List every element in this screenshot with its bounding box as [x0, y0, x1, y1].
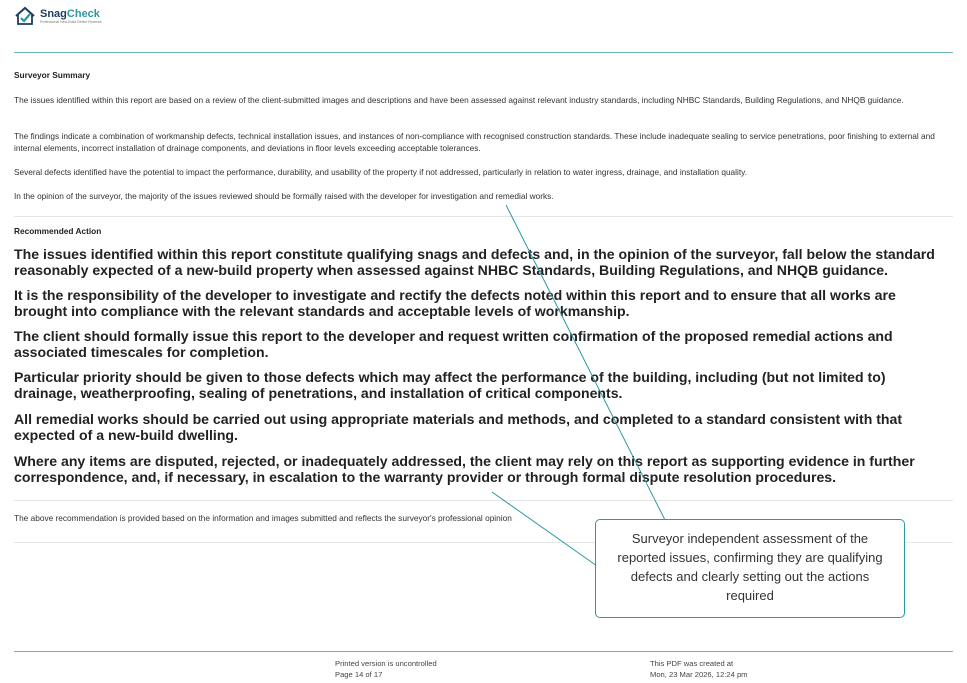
summary-paragraph: Several defects identified have the potential to impact the performance, durability, and usability of the property if not addressed, particularly in relation to water ingress, drainage, and installation quality. — [14, 167, 747, 177]
created-label: This PDF was created at — [650, 659, 734, 668]
recommended-action-heading: Recommended Action — [14, 226, 102, 236]
action-paragraph: Particular priority should be given to those defects which may affect the performance of the building, including (but not limited to) drainage, weatherproofing, sealing of penetrations, and installation of critical components. — [14, 369, 886, 401]
action-paragraph: All remedial works should be carried out using appropriate materials and methods, and completed to a standard consistent with that expected of a new-build dwelling. — [14, 411, 903, 443]
summary-paragraph: In the opinion of the surveyor, the majority of the issues reviewed should be formally raised with the developer for investigation and remedial works. — [14, 191, 554, 201]
summary-paragraph: The issues identified within this report are based on a review of the client-submitted images and descriptions and have been assessed against relevant industry standards, including NHBC Standards, Building Regulations, and NHQB guidance. — [14, 95, 904, 105]
footer-left — [335, 658, 437, 680]
created-date: Mon, 23 Mar 2026, 12:24 pm — [650, 670, 748, 679]
printed-notice: Printed version is uncontrolled — [335, 659, 437, 668]
action-paragraph: The client should formally issue this report to the developer and request written confirmation of the proposed remedial actions and associated timescales for completion. — [14, 328, 893, 360]
action-paragraph: Where any items are disputed, rejected, or inadequately addressed, the client may rely on this report as supporting evidence in further correspondence, and, if necessary, in escalation to the warranty provider or through formal dispute resolution procedures. — [14, 453, 915, 485]
footer-divider — [14, 651, 953, 652]
surveyor-summary-heading: Surveyor Summary — [14, 70, 91, 80]
summary-paragraph: The findings indicate a combination of workmanship defects, technical installation issues, and instances of non-compliance with recognised construction standards. These include inadequate sealing to service penetrations, poor finishing to external and internal elements, incorrect installation of drainage components, and deviations in floor levels exceeding acceptable tolerances. — [14, 131, 935, 153]
footer-right — [650, 658, 748, 680]
logo-tagline: Professional New-Build Defect Reviews — [40, 19, 102, 24]
logo-wordmark: SnagCheck — [40, 7, 100, 20]
action-paragraph: The issues identified within this report constitute qualifying snags and defects and, in the opinion of the surveyor, fall below the standard reasonably expected of a new-build property when assessed against NHBC Standards, Building Regulations, and NHQB guidance. — [14, 246, 935, 278]
disclaimer-text: The above recommendation is provided based on the information and images submitted and reflects the surveyor's professional opinion — [14, 513, 512, 523]
annotation-callout: Surveyor independent assessment of the reported issues, confirming they are qualifying defects and clearly setting out the actions required — [595, 519, 905, 618]
action-paragraph: It is the responsibility of the developer to investigate and rectify the defects noted within this report and to ensure that all works are brought into compliance with the relevant standards and acceptable levels of workmanship. — [14, 287, 896, 319]
page-number: Page 14 of 17 — [335, 670, 383, 679]
